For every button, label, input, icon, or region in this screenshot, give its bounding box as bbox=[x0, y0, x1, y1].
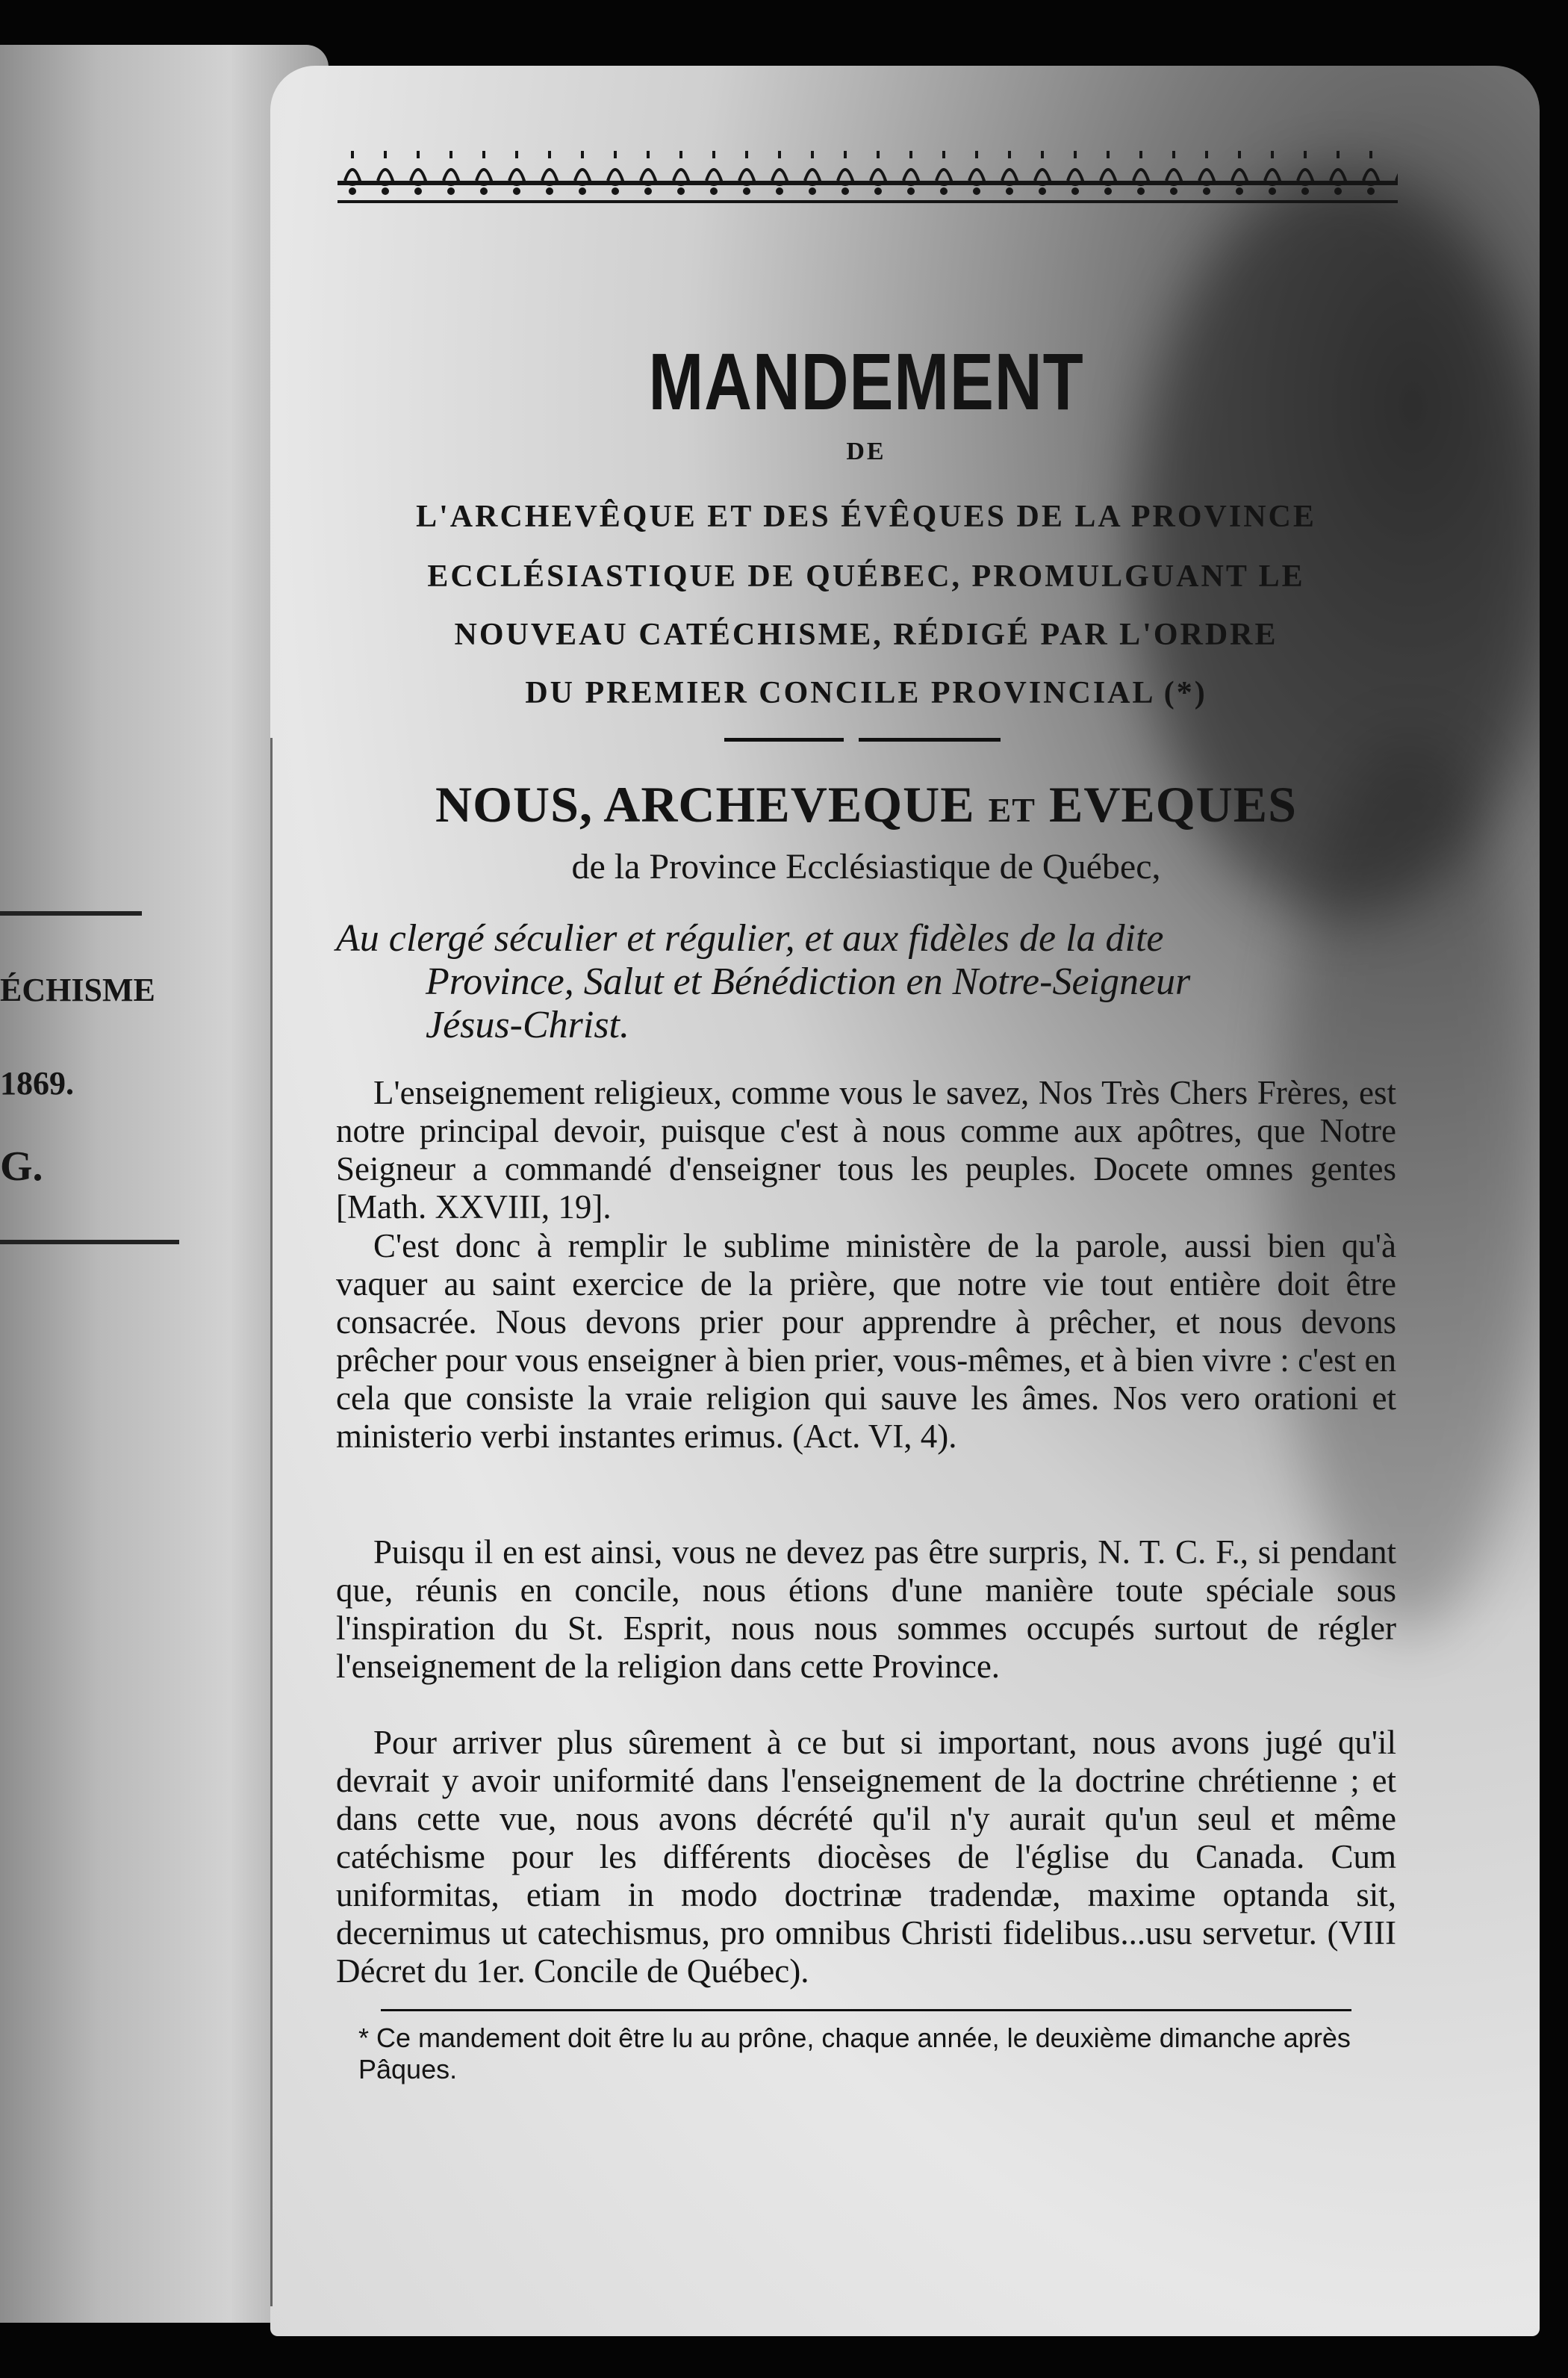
address-line-1: Au clergé séculier et régulier, et aux fidèles de la dite bbox=[336, 917, 1164, 960]
ornament-motif bbox=[1199, 151, 1214, 184]
ornament-motif bbox=[936, 151, 951, 184]
document-page bbox=[270, 66, 1540, 2336]
ornament-dot bbox=[973, 187, 980, 195]
footnote-rule bbox=[381, 2009, 1351, 2011]
ornament-dot bbox=[874, 187, 882, 195]
paragraph-1: L'enseignement religieux, comme vous le savez, Nos Très Chers Frères, est notre principal devoir, puisque c'est à nous comme aux apôtres, que Notre Seigneur a commandé d'enseigner tous les peuples. Docete omnes gentes [Math. XXVIII, 19]. bbox=[336, 1074, 1396, 1226]
ornament-motif bbox=[345, 151, 360, 184]
left-page-rule-bottom bbox=[0, 1240, 179, 1244]
ornament-motif bbox=[1363, 151, 1378, 184]
address-line-3: Jésus-Christ. bbox=[426, 1004, 629, 1046]
ornament-dot bbox=[612, 187, 619, 195]
ornament-motif bbox=[903, 151, 918, 184]
heading-nous bbox=[336, 775, 1396, 834]
ornament-dot bbox=[1071, 187, 1079, 195]
ornament-dot bbox=[382, 187, 389, 195]
subtitle-line-3: NOUVEAU CATÉCHISME, RÉDIGÉ PAR L'ORDRE bbox=[454, 618, 1278, 652]
ornament-motif bbox=[706, 151, 721, 184]
ornament-dot bbox=[644, 187, 652, 195]
ornament-motif bbox=[1232, 151, 1247, 184]
ornament-motif bbox=[969, 151, 984, 184]
ornament-dot bbox=[1236, 187, 1243, 195]
ornament-motif bbox=[1068, 151, 1083, 184]
ornament-motif bbox=[772, 151, 787, 184]
ornament-motif bbox=[1133, 151, 1148, 184]
document-title: MANDEMENT bbox=[648, 336, 1084, 426]
address-line-2: Province, Salut et Bénédiction en Notre-Seigneur bbox=[426, 960, 1191, 1003]
ornament-motif bbox=[509, 151, 524, 184]
address-salutation bbox=[336, 917, 1396, 1047]
ornament-dot bbox=[1334, 187, 1342, 195]
ornament-motif bbox=[1298, 151, 1313, 184]
paragraph-4: Pour arriver plus sûrement à ce but si important, nous avons jugé qu'il devrait y avoir uniformité dans l'enseignement de la doctrine chrétienne ; et dans cette vue, nous avons décrété qu'il n'y aurait qu'un seul et même catéchisme pour les différents diocèses de l'église du Canada. Cum uniformitas, etiam in modo doctrinæ tradendæ, maxime optanda sit, decernimus ut catechismus, pro omnibus Christi fidelibus...usu servetur. (VIII Décret du 1er. Concile de Québec). bbox=[336, 1724, 1396, 1990]
ornament-motif bbox=[1101, 151, 1116, 184]
ornament-dot bbox=[480, 187, 488, 195]
ornament-motif bbox=[1035, 151, 1050, 184]
ornament-dot bbox=[809, 187, 816, 195]
ornament-motif bbox=[641, 151, 656, 184]
ornament-dot bbox=[579, 187, 586, 195]
page-gutter-line bbox=[270, 738, 273, 2306]
ornament-dot bbox=[677, 187, 685, 195]
ornament-dot bbox=[907, 187, 915, 195]
separator-left bbox=[724, 738, 844, 742]
ornament-dot bbox=[1203, 187, 1210, 195]
ornament-dot bbox=[447, 187, 455, 195]
heading-eveques-text: EVEQUES bbox=[1048, 776, 1297, 833]
ornament-motif bbox=[575, 151, 590, 184]
subtitle-line-2: ECCLÉSIASTIQUE DE QUÉBEC, PROMULGUANT LE bbox=[427, 559, 1305, 594]
heading-nous-text: NOUS, ARCHEVEQUE bbox=[435, 776, 975, 833]
ornament-dot bbox=[414, 187, 422, 195]
ornament-dot bbox=[513, 187, 520, 195]
ornament-dot bbox=[940, 187, 948, 195]
ornament-dot bbox=[349, 187, 356, 195]
paragraph-3: Puisqu il en est ainsi, vous ne devez pas être surpris, N. T. C. F., si pendant que, réunis en concile, nous étions d'une manière toute spéciale sous l'inspiration du St. Esprit, nous nous sommes occupés surtout de régler l'enseignement de la religion dans cette Province. bbox=[336, 1533, 1396, 1685]
heading-et-text: ET bbox=[988, 791, 1036, 829]
left-page-text-3: G. bbox=[0, 1143, 43, 1190]
ornament-motif bbox=[805, 151, 820, 184]
ornament-motif bbox=[1396, 151, 1398, 184]
separator-right bbox=[859, 738, 1001, 742]
ornament-dot bbox=[1170, 187, 1177, 195]
ornament-dot bbox=[743, 187, 750, 195]
subtitle-line-4: DU PREMIER CONCILE PROVINCIAL (*) bbox=[525, 676, 1207, 710]
ornament-dot bbox=[776, 187, 783, 195]
ornament-motif bbox=[476, 151, 491, 184]
ornamental-border bbox=[337, 148, 1398, 208]
ornament-dot bbox=[1104, 187, 1112, 195]
ornament-dot bbox=[1367, 187, 1375, 195]
ornament-motif bbox=[378, 151, 393, 184]
ornament-dot bbox=[1006, 187, 1013, 195]
heading-province: de la Province Ecclésiastique de Québec, bbox=[571, 847, 1161, 887]
ornament-motif bbox=[411, 151, 426, 184]
ornament-dot bbox=[546, 187, 553, 195]
left-page-text-1: ÉCHISME bbox=[0, 972, 155, 1008]
footnote: * Ce mandement doit être lu au prône, chaque année, le deuxième dimanche après Pâques. bbox=[358, 2022, 1351, 2084]
ornament-dot bbox=[841, 187, 849, 195]
ornament-dot bbox=[710, 187, 718, 195]
paragraph-2: C'est donc à remplir le sublime ministère de la parole, aussi bien qu'à vaquer au saint exercice de la prière, que notre vie tout entière doit être consacrée. Nous devons prier pour apprendre à prêcher, et nous devons prêcher pour vous enseigner à bien prier, vous-mêmes, et à bien vivre : c'est en cela que consiste la vraie religion qui sauve les âmes. Nos vero orationi et ministerio verbi instantes erimus. (Act. VI, 4). bbox=[336, 1227, 1396, 1455]
title-de: DE bbox=[846, 438, 886, 465]
ornament-motif bbox=[673, 151, 688, 184]
ornament-motif bbox=[1002, 151, 1017, 184]
ornament-motif bbox=[1166, 151, 1181, 184]
ornament-motif bbox=[608, 151, 623, 184]
ornament-motif bbox=[1265, 151, 1280, 184]
ornament-motif bbox=[542, 151, 557, 184]
ornament-motif bbox=[444, 151, 458, 184]
ornament-dot bbox=[1301, 187, 1309, 195]
left-page-text-2: 1869. bbox=[0, 1065, 74, 1102]
ornament-motif bbox=[871, 151, 886, 184]
ornament-dot bbox=[1137, 187, 1145, 195]
ornament-dot bbox=[1039, 187, 1046, 195]
left-page-rule-top bbox=[0, 911, 142, 916]
ornament-motif bbox=[838, 151, 853, 184]
ornament-motif bbox=[1331, 151, 1345, 184]
ornament-motif bbox=[739, 151, 754, 184]
subtitle-line-1: L'ARCHEVÊQUE ET DES ÉVÊQUES DE LA PROVINCE bbox=[416, 500, 1316, 534]
ornament-dot bbox=[1269, 187, 1276, 195]
